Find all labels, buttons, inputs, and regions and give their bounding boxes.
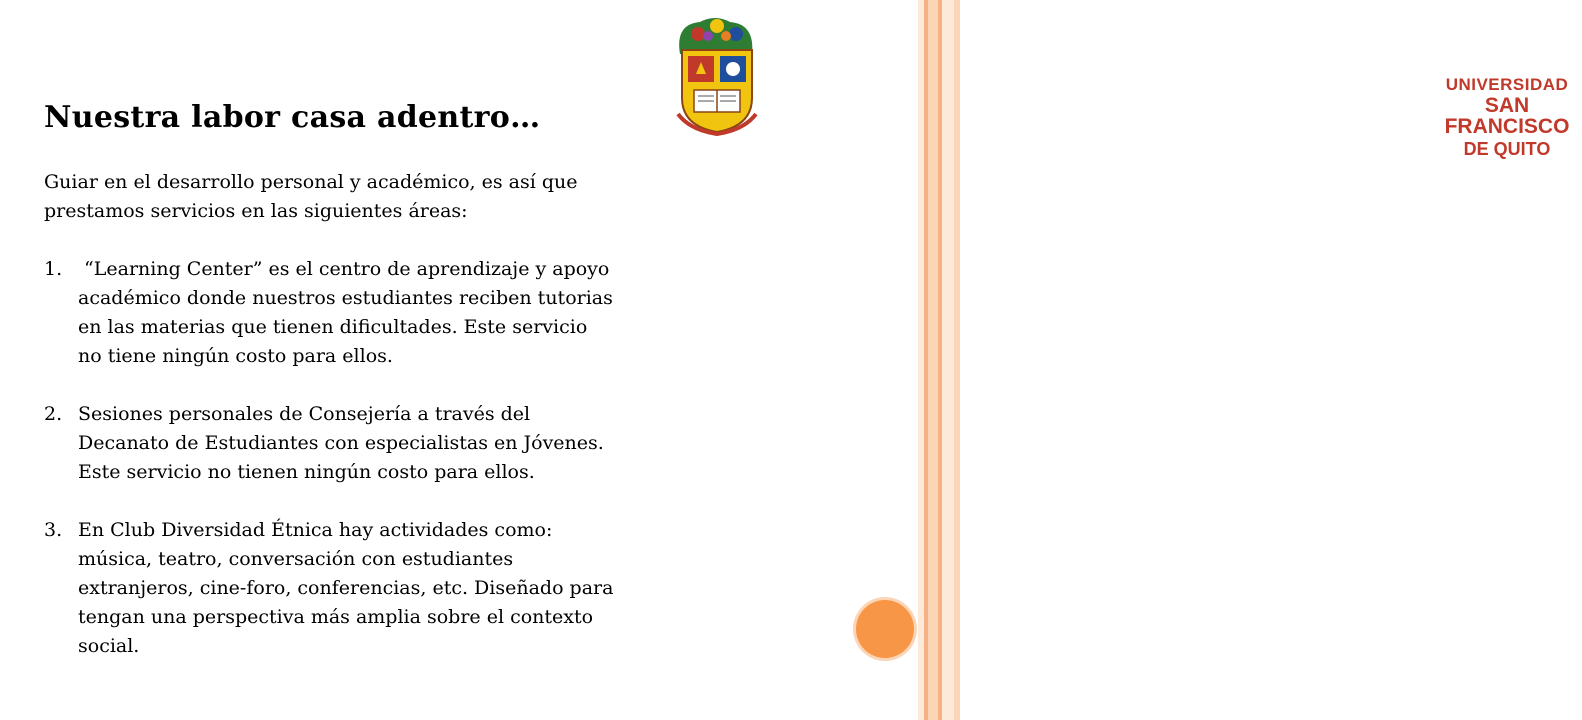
logo-line-2: SAN FRANCISCO [1444, 94, 1570, 138]
item-number: 1. [44, 258, 63, 280]
university-logo [670, 14, 1570, 159]
item-line: música, teatro, conversación con estudiantes [78, 548, 514, 570]
item-line: extranjeros, cine-foro, conferencias, etc. Diseñado para [78, 577, 614, 599]
item-line: en las materias que tienen dificultades. Este servicio [78, 316, 588, 338]
logo-wordmark [1432, 76, 1582, 158]
stripe [942, 0, 954, 720]
list-item [44, 400, 724, 487]
logo-line-3: DE QUITO [1463, 139, 1551, 159]
item-line: En Club Diversidad Étnica hay actividades como: [78, 519, 553, 541]
decorative-stripes [918, 0, 960, 720]
item-line: Decanato de Estudiantes con especialistas en Jóvenes. [78, 432, 604, 454]
decorative-circle [856, 600, 914, 658]
intro-line: prestamos servicios en las siguientes áreas: [44, 200, 468, 222]
item-number: 2. [44, 403, 63, 425]
item-line: Este servicio no tienen ningún costo para ellos. [78, 461, 535, 483]
intro-line: Guiar en el desarrollo personal y académico, es así que [44, 171, 578, 193]
stripe [928, 0, 938, 720]
item-line: “Learning Center” es el centro de aprendizaje y apoyo [78, 258, 610, 280]
item-line: no tiene ningún costo para ellos. [78, 345, 393, 367]
stripe [954, 0, 960, 720]
slide-title: Nuestra labor casa adentro… [44, 100, 541, 135]
item-number: 3. [44, 519, 63, 541]
list-item [44, 516, 724, 661]
slide-body [44, 168, 724, 661]
list-item [44, 255, 724, 371]
item-line: social. [78, 635, 140, 657]
item-line: tengan una perspectiva más amplia sobre el contexto [78, 606, 594, 628]
logo-line-1: UNIVERSIDAD [1445, 75, 1569, 94]
item-line: académico donde nuestros estudiantes reciben tutorias [78, 287, 613, 309]
item-line: Sesiones personales de Consejería a través del [78, 403, 531, 425]
coat-of-arms-icon [670, 14, 765, 136]
